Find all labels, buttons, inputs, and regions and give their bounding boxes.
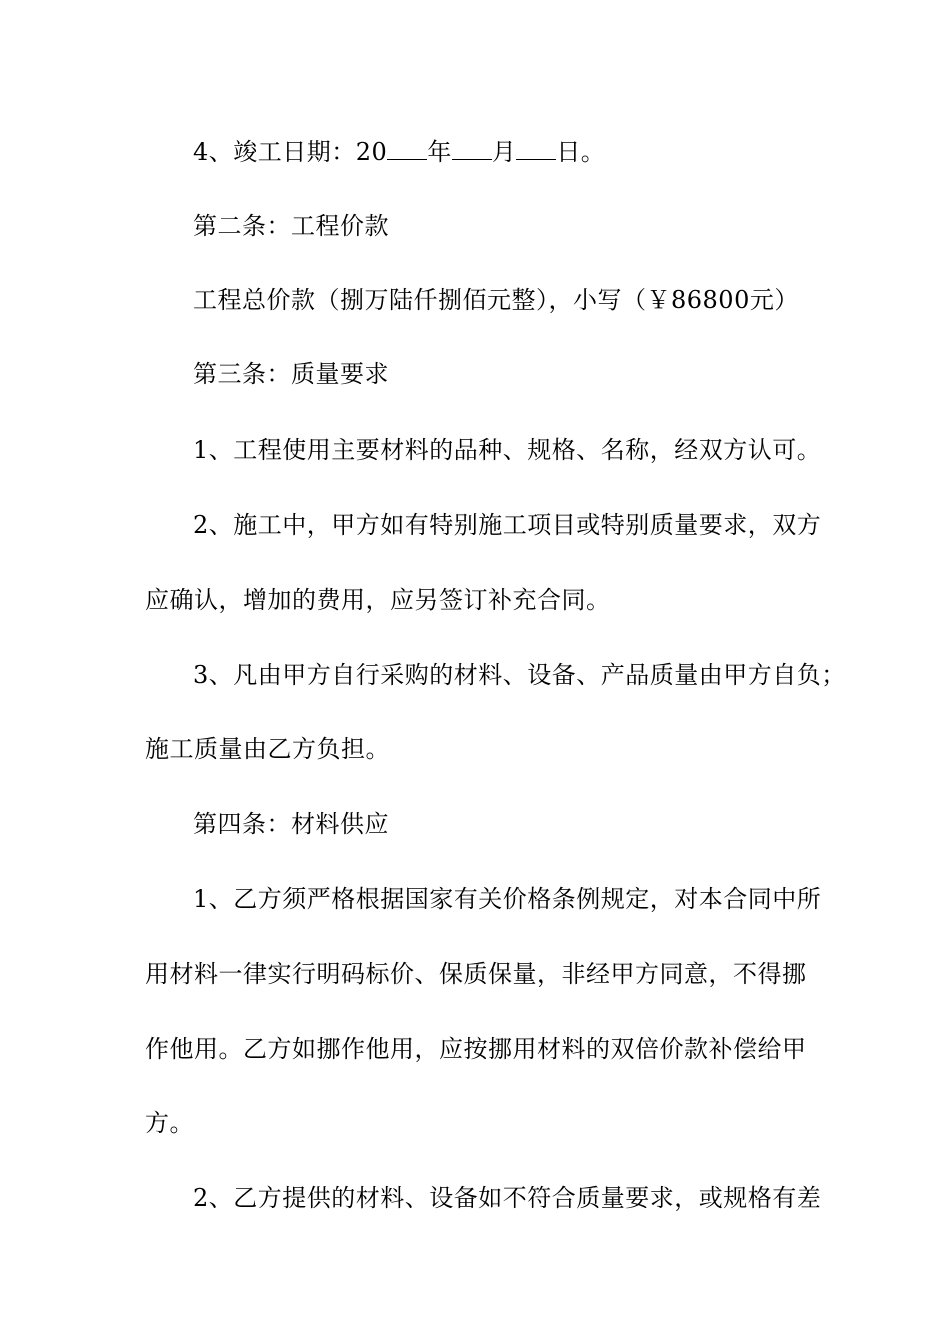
paragraph-line: 用材料一律实行明码标价、保质保量，非经甲方同意，不得挪 [145,960,807,988]
article-four-heading: 第四条：材料供应 [193,810,389,838]
day-blank [516,137,556,160]
article-two-heading: 第二条：工程价款 [193,212,389,240]
paragraph-line: 施工质量由乙方负担。 [145,735,390,763]
month-label: 月 [491,138,517,166]
year-blank [387,137,427,160]
paragraph-line: 1、乙方须严格根据国家有关价格条例规定，对本合同中所 [193,885,822,913]
total-price-line: 工程总价款（捌万陆仟捌佰元整），小写（￥86800元） [193,286,799,314]
paragraph-line: 2、乙方提供的材料、设备如不符合质量要求，或规格有差 [193,1184,822,1212]
paragraph-line: 3、凡由甲方自行采购的材料、设备、产品质量由甲方自负； [193,661,846,689]
completion-date-line [145,136,815,168]
paragraph-line: 1、工程使用主要材料的品种、规格、名称，经双方认可。 [193,436,822,464]
article-three-heading: 第三条：质量要求 [193,360,389,388]
paragraph-line: 应确认，增加的费用，应另签订补充合同。 [145,586,611,614]
completion-date-prefix: 4、竣工日期：20 [193,138,388,166]
paragraph-line: 作他用。乙方如挪作他用，应按挪用材料的双倍价款补偿给甲 [145,1035,807,1063]
paragraph-line: 2、施工中，甲方如有特别施工项目或特别质量要求，双方 [193,511,822,539]
paragraph-line: 方。 [145,1109,194,1137]
day-label: 日。 [556,138,606,166]
year-label: 年 [427,138,452,166]
month-blank [452,137,492,160]
